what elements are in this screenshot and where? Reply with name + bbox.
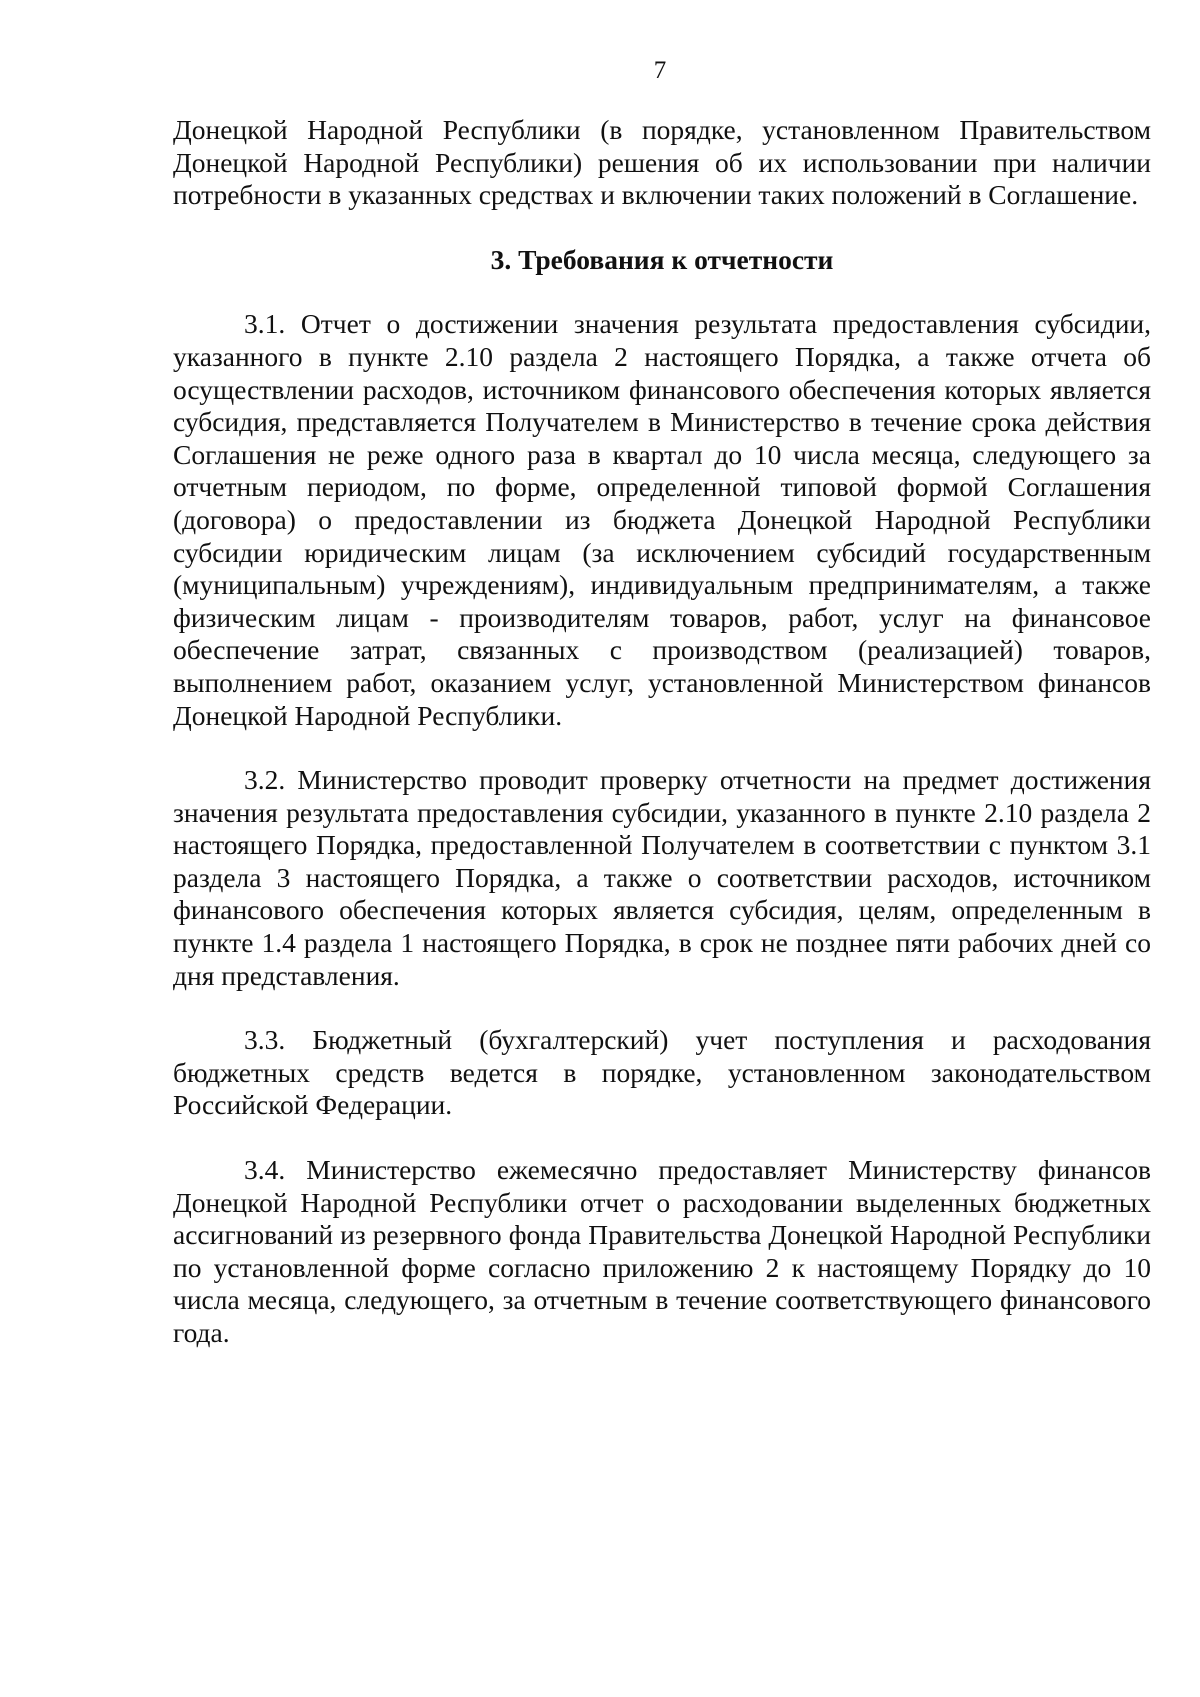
paragraph-3-1: 3.1. Отчет о достижении значения результата предоставления субсидии, указанного в пункте 2.10 раздела 2 настоящего Порядка, а также отчета об осуществлении расходов, источником финансового обеспечения которых является субсидия, представляется Получателем в Министерство в течение срока действия Соглашения не реже одного раза в квартал до 10 числа месяца, следующего за отчетным периодом, по форме, определенной типовой формой Соглашения (договора) о предоставлении из бюджета Донецкой Народной Республики субсидии юридическим лицам (за исключением субсидий государственным (муниципальным) учреждениям), индивидуальным предпринимателям, а также физическим лицам - производителям товаров, работ, услуг на финансовое обеспечение затрат, связанных с производством (реализацией) товаров, выполнением работ, оказанием услуг, установленной Министерством финансов Донецкой Народной Республики. xyxy=(173,308,1151,731)
section-heading: 3. Требования к отчетности xyxy=(490,243,834,275)
page-number: 7 xyxy=(653,57,667,84)
document-body xyxy=(173,114,1151,1350)
paragraph-3-3: 3.3. Бюджетный (бухгалтерский) учет поступления и расходования бюджетных средств ведется в порядке, установленном законодательством Российской Федерации. xyxy=(173,1024,1151,1121)
paragraph-continuation: Донецкой Народной Республики (в порядке, установленном Правительством Донецкой Народной Республики) решения об их использовании при наличии потребности в указанных средствах и включении таких положений в Соглашение. xyxy=(173,114,1151,211)
paragraph-3-4: 3.4. Министерство ежемесячно предоставляет Министерству финансов Донецкой Народной Республики отчет о расходовании выделенных бюджетных ассигнований из резервного фонда Правительства Донецкой Народной Республики по установленной форме согласно приложению 2 к настоящему Порядку до 10 числа месяца, следующего, за отчетным в течение соответствующего финансового года. xyxy=(173,1154,1151,1348)
paragraph-3-2: 3.2. Министерство проводит проверку отчетности на предмет достижения значения результата предоставления субсидии, указанного в пункте 2.10 раздела 2 настоящего Порядка, предоставленной Получателем в соответствии с пунктом 3.1 раздела 3 настоящего Порядка, а также о соответствии расходов, источником финансового обеспечения которых является субсидия, целям, определенным в пункте 1.4 раздела 1 настоящего Порядка, в срок не позднее пяти рабочих дней со дня представления. xyxy=(173,764,1151,991)
